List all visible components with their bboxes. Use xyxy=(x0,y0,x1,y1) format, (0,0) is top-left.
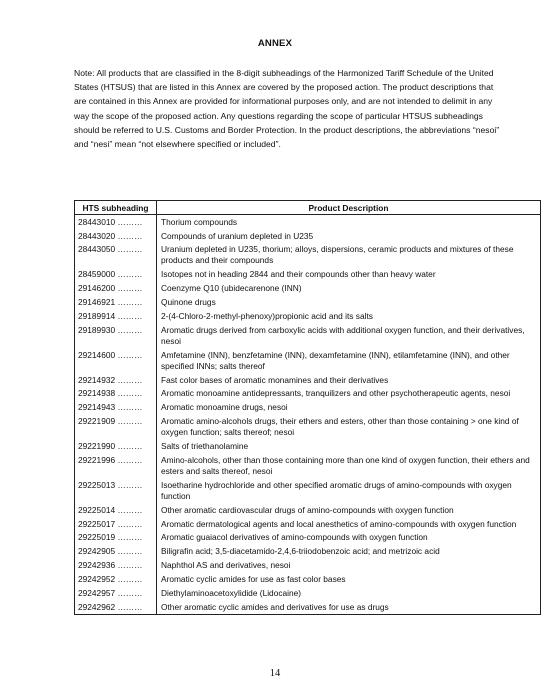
page-number: 14 xyxy=(269,668,281,679)
hts-code-cell: 29242936 ……… xyxy=(75,559,157,573)
table-row xyxy=(75,478,541,503)
hts-code-cell: 29146921 ……… xyxy=(75,295,157,309)
hts-code-cell: 29221996 ……… xyxy=(75,453,157,478)
table-body xyxy=(75,215,541,615)
product-description-cell: Thorium compounds xyxy=(157,215,541,229)
hts-code-cell: 28443010 ……… xyxy=(75,215,157,229)
table-row xyxy=(75,559,541,573)
product-description-cell: Aromatic amino-alcohols drugs, their ethers and esters, other than those containing > one kind of oxygen function; salts thereof; nesoi xyxy=(157,415,541,440)
product-description-cell: Aromatic monoamine antidepressants, tranquilizers and other psychotherapeutic agents, nesoi xyxy=(157,387,541,401)
hts-code-cell: 29189914 ……… xyxy=(75,309,157,323)
annex-title: ANNEX xyxy=(257,38,293,49)
table-row xyxy=(75,387,541,401)
product-description-cell: Aromatic guaiacol derivatives of amino-compounds with oxygen function xyxy=(157,531,541,545)
hts-table xyxy=(74,200,541,615)
product-description-cell: Other aromatic cyclic amides and derivatives for use as drugs xyxy=(157,600,541,614)
product-description-cell: Compounds of uranium depleted in U235 xyxy=(157,229,541,243)
table-row xyxy=(75,309,541,323)
table-row xyxy=(75,282,541,296)
table-header-row xyxy=(75,201,541,215)
table-row xyxy=(75,545,541,559)
hts-code-cell: 29214932 ……… xyxy=(75,373,157,387)
header-product-description: Product Description xyxy=(157,201,541,215)
hts-code-cell: 29242962 ……… xyxy=(75,600,157,614)
table-row xyxy=(75,415,541,440)
table-row xyxy=(75,439,541,453)
product-description-cell: Amfetamine (INN), benzfetamine (INN), dexamfetamine (INN), etilamfetamine (INN), and other specified INNs; salts thereof xyxy=(157,348,541,373)
hts-code-cell: 28443050 ……… xyxy=(75,243,157,268)
table-row xyxy=(75,600,541,614)
table-row xyxy=(75,348,541,373)
table-row xyxy=(75,323,541,348)
product-description-cell: Aromatic monoamine drugs, nesoi xyxy=(157,401,541,415)
product-description-cell: Aromatic drugs derived from carboxylic acids with additional oxygen function, and their derivatives, nesoi xyxy=(157,323,541,348)
product-description-cell: Isoetharine hydrochloride and other specified aromatic drugs of amino-compounds with oxygen function xyxy=(157,478,541,503)
hts-code-cell: 29225019 ……… xyxy=(75,531,157,545)
hts-code-cell: 28443020 ……… xyxy=(75,229,157,243)
product-description-cell: Quinone drugs xyxy=(157,295,541,309)
table-row xyxy=(75,531,541,545)
product-description-cell: Amino-alcohols, other than those containing more than one kind of oxygen function, their ethers and esters and salts thereof, nesoi xyxy=(157,453,541,478)
hts-code-cell: 29225014 ……… xyxy=(75,503,157,517)
hts-code-cell: 29214943 ……… xyxy=(75,401,157,415)
product-description-cell: Other aromatic cardiovascular drugs of amino-compounds with oxygen function xyxy=(157,503,541,517)
product-description-cell: Aromatic dermatological agents and local anesthetics of amino-compounds with oxygen function xyxy=(157,517,541,531)
hts-code-cell: 29225017 ……… xyxy=(75,517,157,531)
hts-code-cell: 29225013 ……… xyxy=(75,478,157,503)
header-hts-subheading: HTS subheading xyxy=(75,201,157,215)
hts-code-cell: 29242952 ……… xyxy=(75,572,157,586)
table-row xyxy=(75,295,541,309)
hts-code-cell: 28459000 ……… xyxy=(75,268,157,282)
table-row xyxy=(75,586,541,600)
hts-code-cell: 29146200 ……… xyxy=(75,282,157,296)
table-row xyxy=(75,401,541,415)
product-description-cell: Salts of triethanolamine xyxy=(157,439,541,453)
product-description-cell: Naphthol AS and derivatives, nesoi xyxy=(157,559,541,573)
annex-note: Note: All products that are classified in the 8-digit subheadings of the Harmonized Tariff Schedule of the United States (HTSUS) that are listed in this Annex are covered by the proposed action. The product descriptions that are contained in this Annex are provided for informational purposes only, and are not intended to delimit in any way the scope of the proposed action. Any questions regarding the scope of particular HTSUS subheadings should be referred to U.S. Customs and Border Protection. In the product descriptions, the abbreviations “nesoi” and “nesi” mean “not elsewhere specified or included”. xyxy=(74,68,500,150)
product-description-cell: Diethylaminoacetoxylidide (Lidocaine) xyxy=(157,586,541,600)
hts-code-cell: 29214938 ……… xyxy=(75,387,157,401)
table-row xyxy=(75,268,541,282)
hts-code-cell: 29221990 ……… xyxy=(75,439,157,453)
product-description-cell: Coenzyme Q10 (ubidecarenone (INN) xyxy=(157,282,541,296)
table-row xyxy=(75,373,541,387)
table-row xyxy=(75,517,541,531)
hts-code-cell: 29189930 ……… xyxy=(75,323,157,348)
table-row xyxy=(75,243,541,268)
product-description-cell: 2-(4-Chloro-2-methyl-phenoxy)propionic acid and its salts xyxy=(157,309,541,323)
hts-code-cell: 29214600 ……… xyxy=(75,348,157,373)
table-row xyxy=(75,503,541,517)
hts-code-cell: 29221909 ……… xyxy=(75,415,157,440)
table-row xyxy=(75,215,541,229)
table-row xyxy=(75,229,541,243)
hts-code-cell: 29242957 ……… xyxy=(75,586,157,600)
hts-code-cell: 29242905 ……… xyxy=(75,545,157,559)
product-description-cell: Biligrafin acid; 3,5-diacetamido-2,4,6-triiodobenzoic acid; and metrizoic acid xyxy=(157,545,541,559)
table-row xyxy=(75,572,541,586)
table-row xyxy=(75,453,541,478)
product-description-cell: Uranium depleted in U235, thorium; alloys, dispersions, ceramic products and mixtures of these products and their compounds xyxy=(157,243,541,268)
product-description-cell: Aromatic cyclic amides for use as fast color bases xyxy=(157,572,541,586)
product-description-cell: Isotopes not in heading 2844 and their compounds other than heavy water xyxy=(157,268,541,282)
product-description-cell: Fast color bases of aromatic monamines and their derivatives xyxy=(157,373,541,387)
